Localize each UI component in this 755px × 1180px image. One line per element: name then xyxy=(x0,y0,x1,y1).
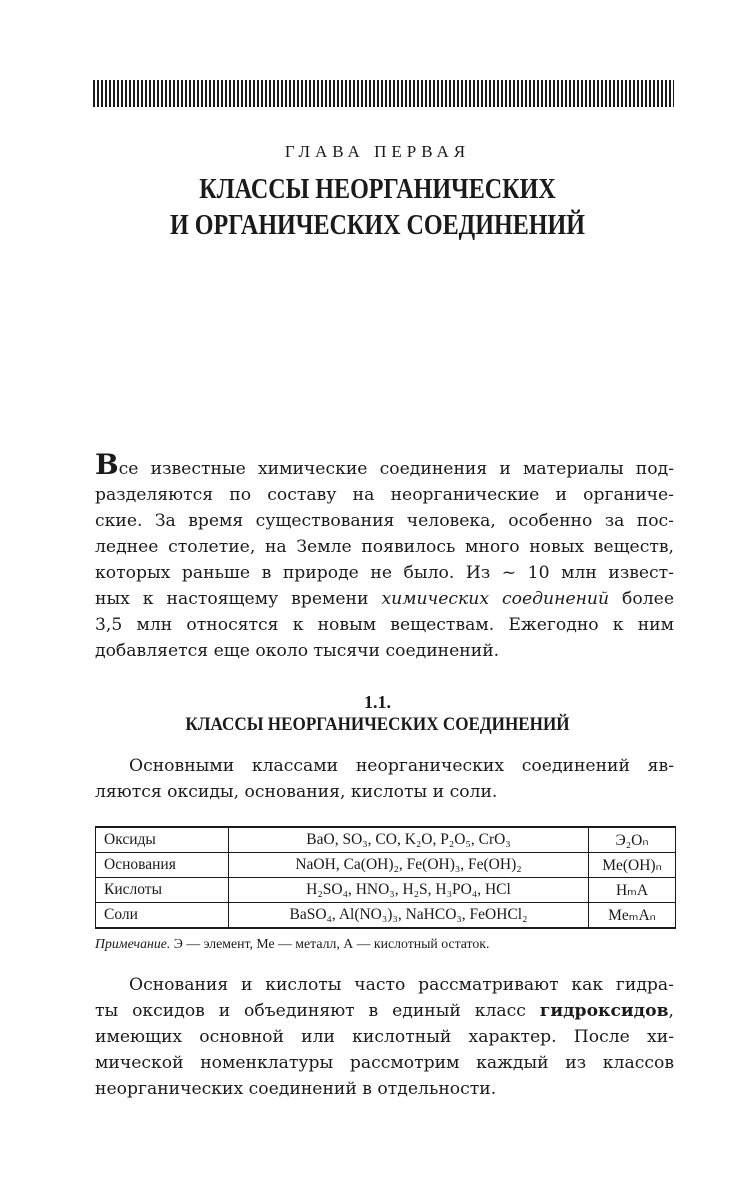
intro-line: леднее столетие, на Земле появилось много новых веществ, xyxy=(95,537,674,557)
table-row xyxy=(96,878,676,903)
class-name: Оксиды xyxy=(96,827,229,853)
class-examples: NaOH, Ca(OH)₂, Fe(OH)₃, Fe(OH)₂ xyxy=(229,853,589,878)
class-name: Кислоты xyxy=(96,878,229,903)
intro-line: Все известные химические соединения и материалы под- xyxy=(95,448,674,481)
drop-cap: В xyxy=(95,448,119,481)
table-note xyxy=(95,936,489,952)
decorative-hatch-bar xyxy=(93,80,674,107)
chapter-title xyxy=(53,172,702,244)
bold-term: гидроксидов xyxy=(539,1001,669,1021)
class-name: Соли xyxy=(96,903,229,929)
note-text: Э — элемент, Ме — металл, А — кислотный остаток. xyxy=(170,936,490,951)
section-line: Основными классами неорганических соединений яв- xyxy=(129,756,674,776)
class-formula: HₘA xyxy=(589,878,676,903)
table-row xyxy=(96,853,676,878)
section-paragraph xyxy=(95,753,674,805)
intro-line: ных к настоящему времени химических соединений более xyxy=(95,589,675,609)
intro-line: ские. За время существования человека, особенно за пос- xyxy=(95,511,674,531)
closing-line: ты оксидов и объединяют в единый класс гидроксидов, xyxy=(95,1001,674,1021)
closing-line: Основания и кислоты часто рассматривают как гидра- xyxy=(129,975,674,995)
closing-line: мической номенклатуры рассмотрим каждый из классов xyxy=(95,1053,674,1073)
chapter-label: ГЛАВА ПЕРВАЯ xyxy=(284,142,471,161)
class-formula: Me(OH)ₙ xyxy=(589,853,676,878)
compound-classes-table xyxy=(95,826,676,929)
closing-line: неорганических соединений в отдельности. xyxy=(95,1079,497,1099)
chapter-title-line-2: И ОРГАНИЧЕСКИХ СОЕДИНЕНИЙ xyxy=(170,210,585,241)
emphasis-term: химических соединений xyxy=(381,589,610,609)
intro-line: которых раньше в природе не было. Из ~ 10 млн извест- xyxy=(95,563,674,583)
class-formula: Э₂Oₙ xyxy=(589,827,676,853)
table-row xyxy=(96,903,676,929)
intro-paragraph xyxy=(95,448,675,664)
note-label: Примечание. xyxy=(95,936,171,951)
closing-line: имеющих основной или кислотный характер. После хи- xyxy=(95,1027,674,1047)
intro-line: разделяются по составу на неорганические и органиче- xyxy=(95,485,674,505)
class-examples: H₂SO₄, HNO₃, H₂S, H₃PO₄, HCl xyxy=(229,878,589,903)
chapter-title-line-1: КЛАССЫ НЕОРГАНИЧЕСКИХ xyxy=(199,174,556,205)
intro-line: добавляется еще около тысячи соединений. xyxy=(95,641,500,661)
section-line: ляются оксиды, основания, кислоты и соли. xyxy=(95,782,498,802)
class-examples: BaO, SO₃, CO, K₂O, P₂O₅, CrO₃ xyxy=(229,827,589,853)
section-title: КЛАССЫ НЕОРГАНИЧЕСКИХ СОЕДИНЕНИЙ xyxy=(185,714,570,735)
intro-line: 3,5 млн относятся к новым веществам. Ежегодно к ним xyxy=(95,615,674,635)
class-name: Основания xyxy=(96,853,229,878)
class-examples: BaSO₄, Al(NO₃)₃, NaHCO₃, FeOHCl₂ xyxy=(229,903,589,929)
table-row xyxy=(96,827,676,853)
class-formula: MeₘAₙ xyxy=(589,903,676,929)
section-number: 1.1. xyxy=(364,692,391,712)
closing-paragraph xyxy=(95,972,674,1102)
